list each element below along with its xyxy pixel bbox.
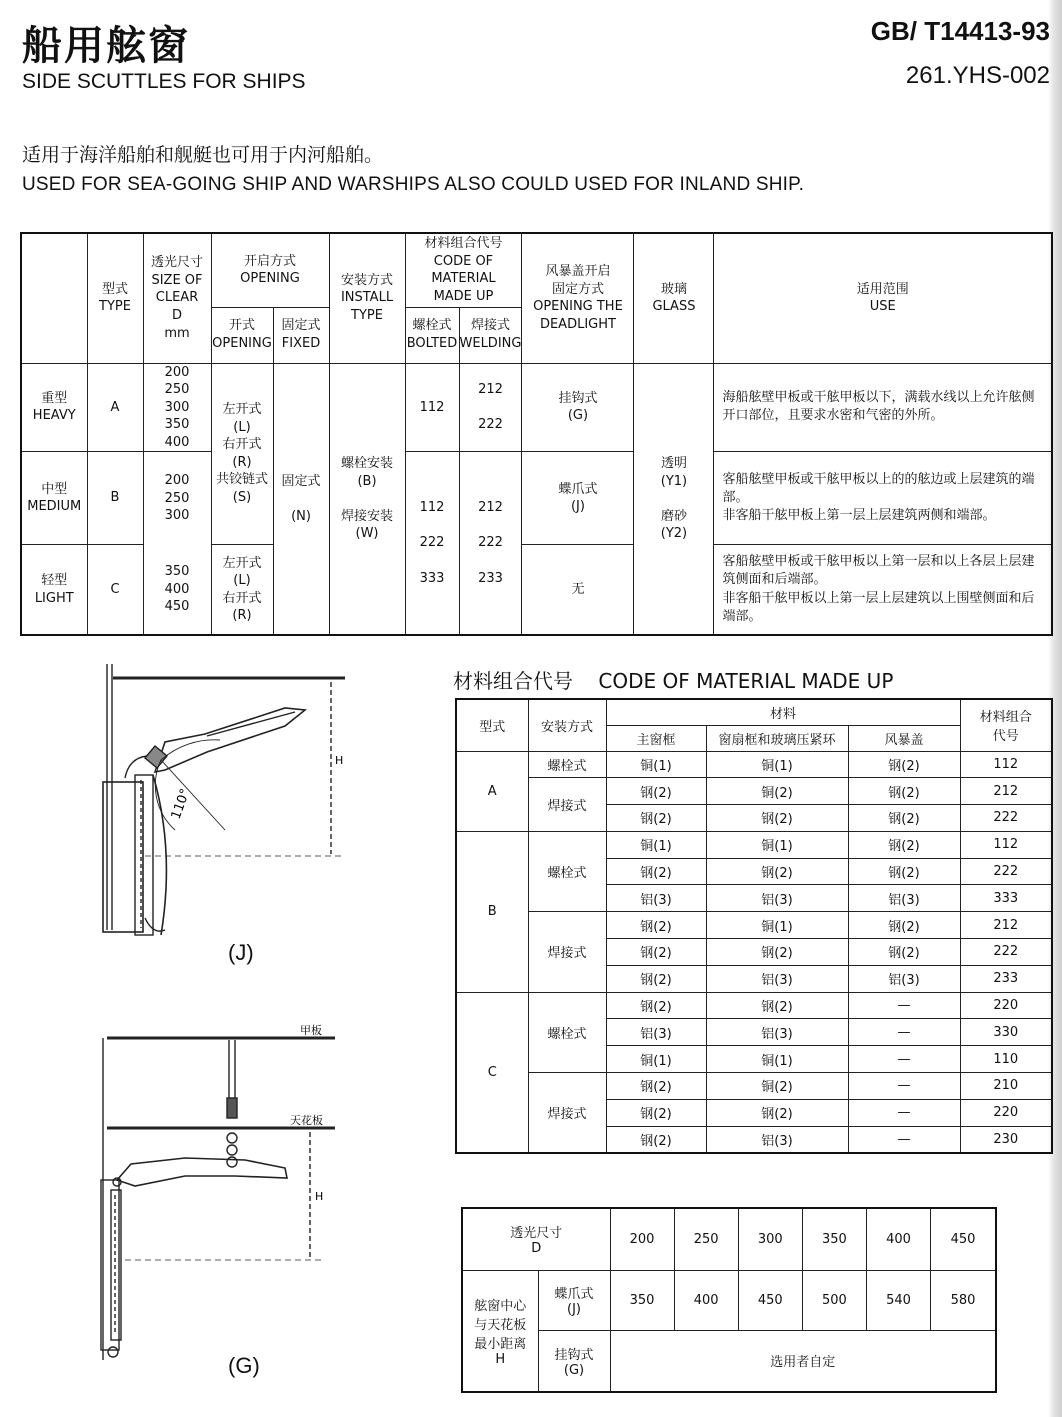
- intro-text-en: USED FOR SEA-GOING SHIP AND WARSHIPS ALSO COULD USED FOR INLAND SHIP.: [22, 174, 805, 195]
- mat-header-type: 型式: [456, 699, 528, 751]
- header-type: 型式 TYPE: [87, 233, 143, 363]
- mat-deadlight-cell: 钢(2): [848, 939, 960, 966]
- mat-code-cell: 110: [960, 1046, 1052, 1073]
- mat-deadlight-cell: 钢(2): [848, 805, 960, 832]
- dist-j-label: 蝶爪式 (J): [538, 1270, 610, 1330]
- mat-code-cell: 112: [960, 831, 1052, 858]
- mat-sash-cell: 钢(2): [706, 939, 848, 966]
- intro-text-cn: 适用于海洋船舶和舰艇也可用于内河船舶。: [22, 144, 384, 166]
- dist-g-value: 选用者自定: [610, 1330, 996, 1392]
- table-row: [456, 751, 1052, 778]
- dist-j-value: 580: [931, 1270, 996, 1330]
- mat-sash-cell: 钢(2): [706, 805, 848, 832]
- mat-deadlight-cell: —: [848, 1099, 960, 1126]
- row-light-use: 客船舷壁甲板或干舷甲板以上第一层和以上各层上层建筑侧面和后端部。 非客船干舷甲板以上第一层上层建筑以上围壁侧面和后端部。: [714, 544, 1052, 635]
- header-blank: [21, 233, 87, 363]
- dist-size-cell: 250: [674, 1208, 738, 1270]
- mat-header-code: 材料组合 代号: [960, 699, 1052, 751]
- table-row: [456, 1073, 1052, 1100]
- mat-install-cell: 焊接式: [528, 912, 606, 992]
- header-opening-sub: 开式 OPENING: [211, 307, 273, 363]
- mat-main-frame-cell: 钢(2): [606, 1073, 706, 1100]
- mat-deadlight-cell: 铝(3): [848, 885, 960, 912]
- specification-table: [20, 232, 1053, 636]
- mat-sash-cell: 铝(3): [706, 885, 848, 912]
- mat-sash-cell: 铜(1): [706, 912, 848, 939]
- row-medium-type: B: [87, 452, 143, 545]
- mat-code-cell: 222: [960, 805, 1052, 832]
- mat-sash-cell: 铜(1): [706, 751, 848, 778]
- dist-size-cell: 200: [610, 1208, 674, 1270]
- row-heavy-type: A: [87, 363, 143, 452]
- mat-header-deadlight: 风暴盖: [848, 725, 960, 751]
- mat-header-main-frame: 主窗框: [606, 725, 706, 751]
- row-heavy-deadlight: 挂钩式 (G): [522, 363, 634, 452]
- document-code: 261.YHS-002: [905, 62, 1050, 89]
- standard-number: GB/ T14413-93: [870, 16, 1050, 46]
- mat-main-frame-cell: 钢(2): [606, 965, 706, 992]
- header-welding: 焊接式 WELDING: [459, 307, 522, 363]
- mat-code-cell: 222: [960, 939, 1052, 966]
- distance-table: [461, 1207, 997, 1393]
- mat-code-cell: 222: [960, 858, 1052, 885]
- mat-install-cell: 螺栓式: [528, 751, 606, 778]
- row-light-deadlight: 无: [522, 544, 634, 635]
- row-medium-deadlight: 蝶爪式 (J): [522, 452, 634, 545]
- glass-type: 透明 (Y1) 磨砂 (Y2): [634, 363, 714, 635]
- mat-main-frame-cell: 钢(2): [606, 778, 706, 805]
- row-medium-bolted: 112 222 333: [405, 452, 459, 636]
- mat-sash-cell: 铜(1): [706, 831, 848, 858]
- mat-sash-cell: 铝(3): [706, 1019, 848, 1046]
- mat-main-frame-cell: 铝(3): [606, 885, 706, 912]
- dist-size-label: 透光尺寸 D: [462, 1208, 610, 1270]
- page-title-en: SIDE SCUTTLES FOR SHIPS: [22, 70, 306, 93]
- mat-install-cell: 螺栓式: [528, 831, 606, 911]
- mat-main-frame-cell: 钢(2): [606, 912, 706, 939]
- page-title-cn: 船用舷窗: [22, 23, 190, 69]
- table-row: [456, 912, 1052, 939]
- mat-code-cell: 233: [960, 965, 1052, 992]
- dist-size-cell: 350: [802, 1208, 866, 1270]
- figure-g-drawing: [95, 1020, 355, 1370]
- mat-deadlight-cell: —: [848, 1046, 960, 1073]
- mat-install-cell: 焊接式: [528, 1073, 606, 1153]
- mat-code-cell: 210: [960, 1073, 1052, 1100]
- mat-main-frame-cell: 钢(2): [606, 992, 706, 1019]
- mat-install-cell: 螺栓式: [528, 992, 606, 1072]
- row-medium-use: 客船舷壁甲板或干舷甲板以上的的舷边或上层建筑的端部。 非客船干舷甲板上第一层上层建筑两侧和端部。: [714, 452, 1052, 545]
- fixed-type: 固定式 (N): [273, 363, 329, 635]
- mat-code-cell: 333: [960, 885, 1052, 912]
- mat-header-sash: 窗扇框和玻璃压紧环: [706, 725, 848, 751]
- dist-j-value: 450: [738, 1270, 802, 1330]
- dist-j-value: 540: [867, 1270, 931, 1330]
- header-material: 材料组合代号 CODE OF MATERIAL MADE UP: [405, 233, 522, 307]
- mat-main-frame-cell: 铝(3): [606, 1019, 706, 1046]
- mat-type-cell: B: [456, 831, 528, 992]
- mat-deadlight-cell: 钢(2): [848, 858, 960, 885]
- dist-size-cell: 400: [867, 1208, 931, 1270]
- figure-j-drawing: [95, 660, 365, 970]
- row-medium-welding: 212 222 233: [459, 452, 522, 636]
- header-bolted: 螺栓式 BOLTED: [405, 307, 459, 363]
- row-heavy-name: 重型 HEAVY: [21, 363, 87, 452]
- mat-code-cell: 330: [960, 1019, 1052, 1046]
- mat-deadlight-cell: 钢(2): [848, 912, 960, 939]
- mat-code-cell: 220: [960, 1099, 1052, 1126]
- figure-g-h-mark: H: [315, 1190, 324, 1203]
- mat-install-cell: 焊接式: [528, 778, 606, 832]
- row-heavy-welding: 212 222: [459, 363, 522, 452]
- table-row: [456, 778, 1052, 805]
- mat-main-frame-cell: 钢(2): [606, 805, 706, 832]
- dist-g-label: 挂钩式 (G): [538, 1330, 610, 1392]
- mat-deadlight-cell: —: [848, 1073, 960, 1100]
- mat-main-frame-cell: 铜(1): [606, 831, 706, 858]
- row-heavy-bolted: 112: [405, 363, 459, 452]
- mat-deadlight-cell: 钢(2): [848, 831, 960, 858]
- dist-j-value: 350: [610, 1270, 674, 1330]
- row-light-type: C: [87, 544, 143, 635]
- mat-sash-cell: 铜(1): [706, 1046, 848, 1073]
- dist-size-cell: 300: [738, 1208, 802, 1270]
- table-row: [456, 992, 1052, 1019]
- mat-main-frame-cell: 铜(1): [606, 751, 706, 778]
- figure-j-angle: 110°: [168, 786, 194, 822]
- material-table-title: 材料组合代号 CODE OF MATERIAL MADE UP: [453, 669, 894, 693]
- mat-sash-cell: 钢(2): [706, 858, 848, 885]
- mat-deadlight-cell: 钢(2): [848, 778, 960, 805]
- mat-header-install: 安装方式: [528, 699, 606, 751]
- row-heavy-use: 海船舷壁甲板或干舷甲板以下，满载水线以上允许舷侧开口部位，且要求水密和气密的外所。: [714, 363, 1052, 452]
- figure-g-ceiling: 天花板: [290, 1114, 323, 1127]
- mat-code-cell: 230: [960, 1126, 1052, 1153]
- dist-j-value: 400: [674, 1270, 738, 1330]
- mat-sash-cell: 铜(2): [706, 778, 848, 805]
- mat-main-frame-cell: 钢(2): [606, 939, 706, 966]
- row-medium-sizes: 200 250 300: [143, 452, 211, 545]
- mat-type-cell: C: [456, 992, 528, 1153]
- mat-code-cell: 220: [960, 992, 1052, 1019]
- mat-deadlight-cell: 钢(2): [848, 751, 960, 778]
- figure-j-label: (J): [228, 940, 254, 965]
- row-light-opening: 左开式 (L) 右开式 (R): [211, 544, 273, 635]
- mat-main-frame-cell: 钢(2): [606, 858, 706, 885]
- mat-code-cell: 212: [960, 778, 1052, 805]
- mat-deadlight-cell: —: [848, 1019, 960, 1046]
- header-size: 透光尺寸 SIZE OF CLEAR D mm: [143, 233, 211, 363]
- header-opening: 开启方式 OPENING: [211, 233, 329, 307]
- mat-code-cell: 212: [960, 912, 1052, 939]
- row-light-name: 轻型 LIGHT: [21, 544, 87, 635]
- install-type: 螺栓安装 (B) 焊接安装 (W): [329, 363, 405, 635]
- mat-type-cell: A: [456, 751, 528, 831]
- dist-j-value: 500: [802, 1270, 866, 1330]
- mat-sash-cell: 铝(3): [706, 965, 848, 992]
- figure-g-deck: 甲板: [300, 1024, 322, 1037]
- mat-main-frame-cell: 铜(1): [606, 1046, 706, 1073]
- mat-code-cell: 112: [960, 751, 1052, 778]
- mat-deadlight-cell: 铝(3): [848, 965, 960, 992]
- mat-sash-cell: 钢(2): [706, 992, 848, 1019]
- mat-main-frame-cell: 钢(2): [606, 1126, 706, 1153]
- header-fixed-sub: 固定式 FIXED: [273, 307, 329, 363]
- header-deadlight: 风暴盖开启 固定方式 OPENING THE DEADLIGHT: [522, 233, 634, 363]
- header-install: 安装方式 INSTALL TYPE: [329, 233, 405, 363]
- figure-j-h-mark: H: [335, 754, 344, 767]
- table-row: [456, 831, 1052, 858]
- mat-sash-cell: 铝(3): [706, 1126, 848, 1153]
- header-use: 适用范围 USE: [714, 233, 1052, 363]
- row-light-sizes: 350 400 450: [143, 544, 211, 635]
- dist-group-label: 舷窗中心 与天花板 最小距离 H: [462, 1270, 538, 1392]
- row-heavy-sizes: 200 250 300 350 400: [143, 363, 211, 452]
- dist-size-cell: 450: [931, 1208, 996, 1270]
- mat-header-material: 材料: [606, 699, 960, 725]
- material-code-table: [455, 698, 1053, 1154]
- mat-deadlight-cell: —: [848, 1126, 960, 1153]
- mat-sash-cell: 铜(2): [706, 1073, 848, 1100]
- mat-main-frame-cell: 钢(2): [606, 1099, 706, 1126]
- row-medium-name: 中型 MEDIUM: [21, 452, 87, 545]
- figure-g-label: (G): [228, 1353, 260, 1378]
- mat-sash-cell: 钢(2): [706, 1099, 848, 1126]
- header-glass: 玻璃 GLASS: [634, 233, 714, 363]
- opening-heavy-medium: 左开式 (L) 右开式 (R) 共铰链式 (S): [211, 363, 273, 544]
- mat-deadlight-cell: —: [848, 992, 960, 1019]
